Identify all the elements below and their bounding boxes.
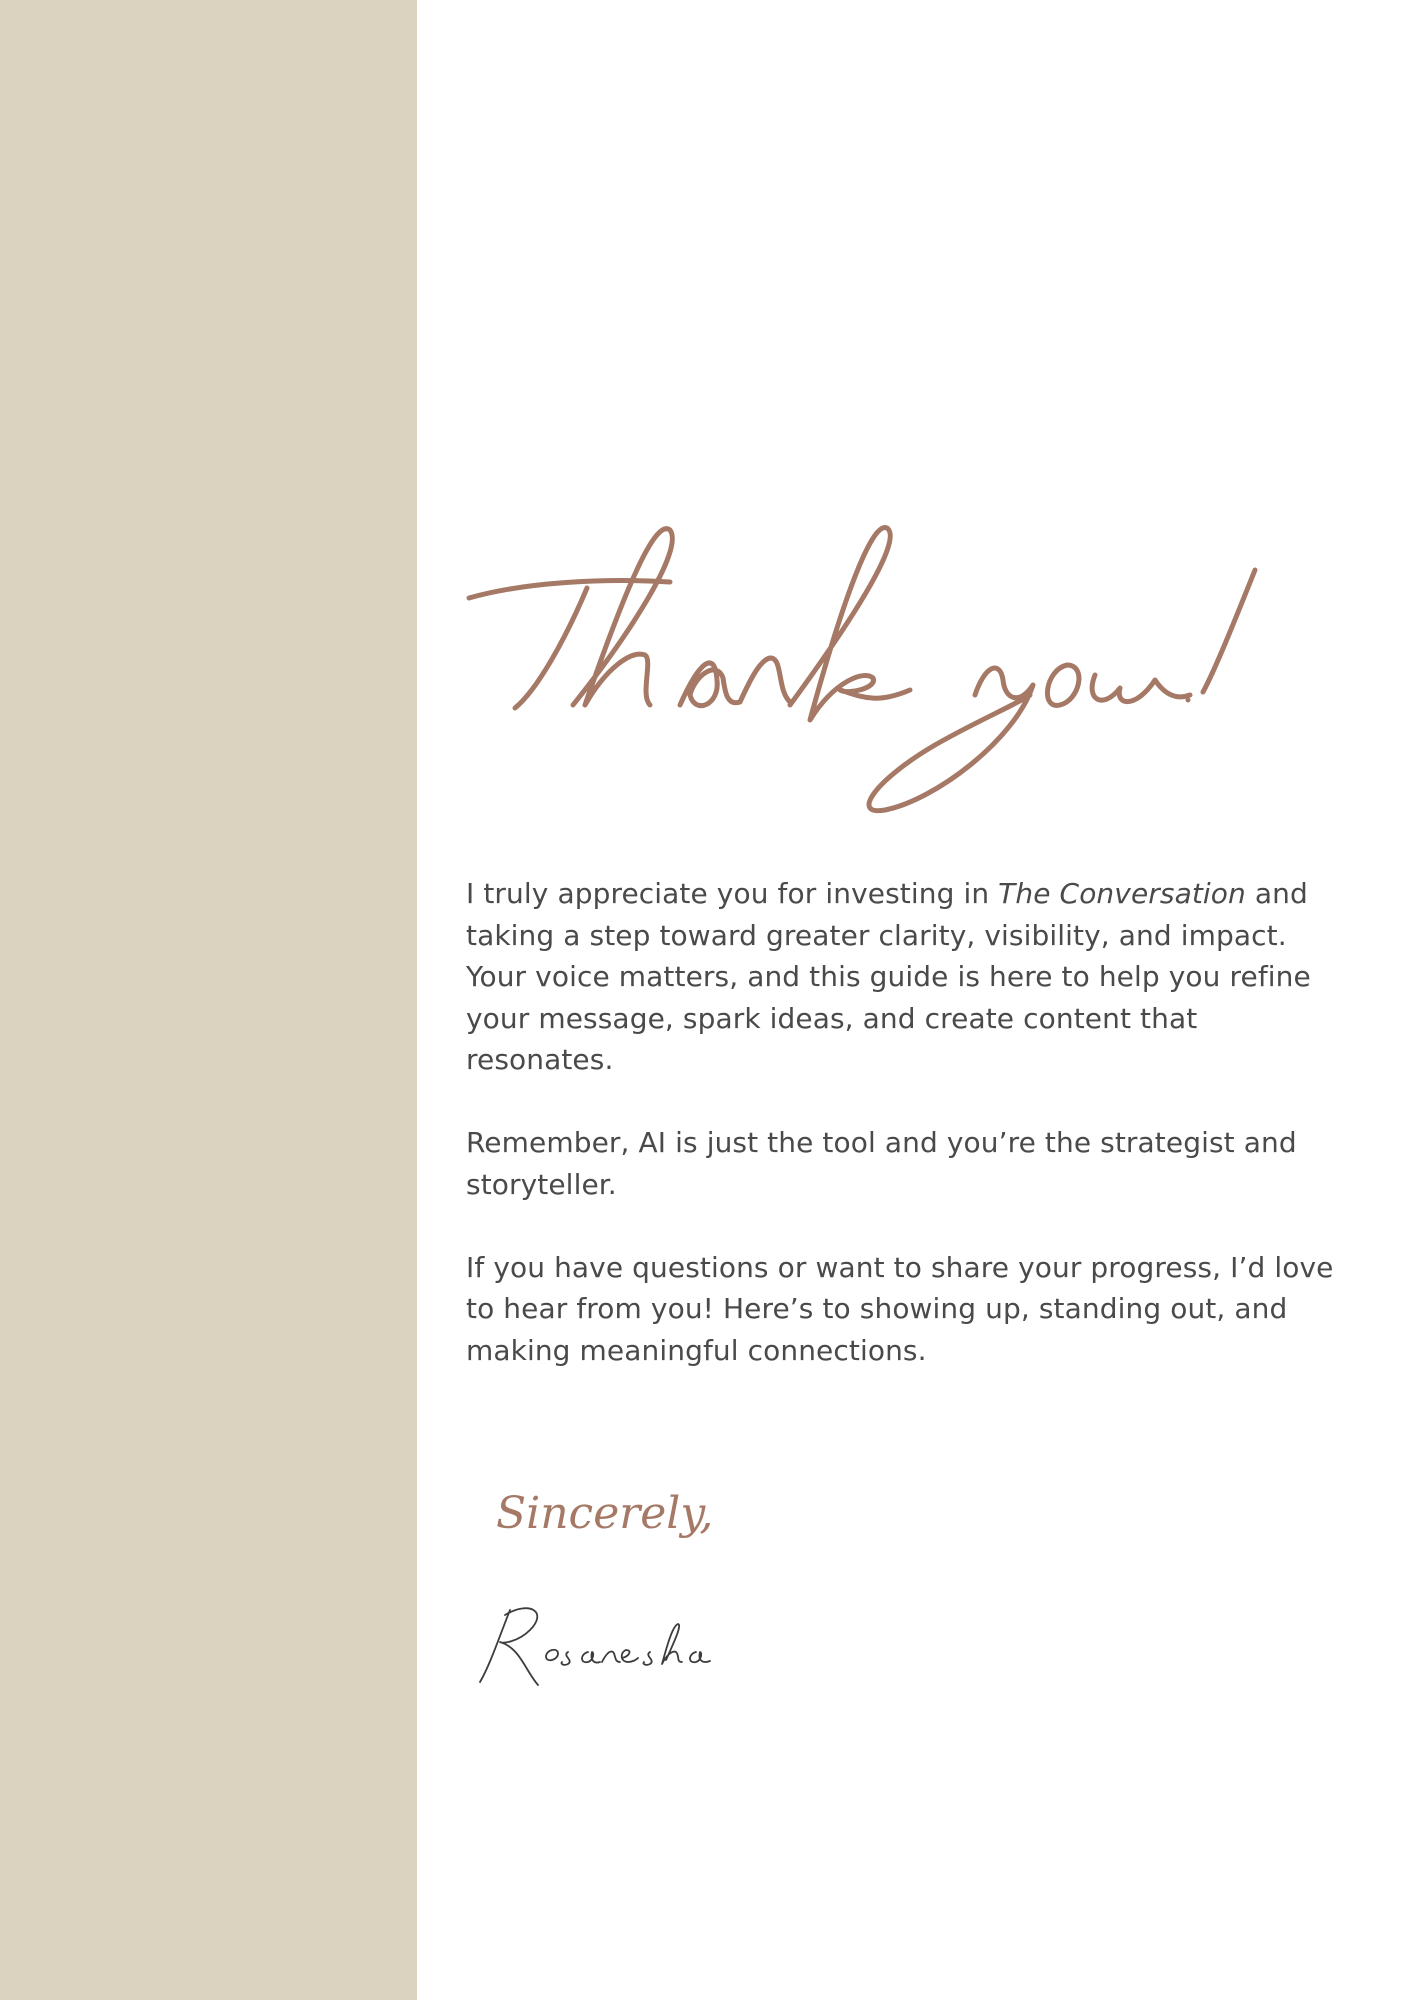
signature — [470, 1590, 730, 1700]
message-paragraph-1 — [466, 873, 1346, 1081]
message-paragraph-3: If you have questions or want to share your progress, I’d love to hear from you! Here’s to showing up, standing out, and making meaningful connections. — [466, 1250, 1334, 1367]
message-paragraph-2: Remember, AI is just the tool and you’re the strategist and storyteller. — [466, 1126, 1297, 1201]
paragraph-1-start: I truly appreciate you for investing in — [466, 877, 999, 910]
side-color-band — [0, 0, 417, 2000]
paragraph-1-end: and taking a step toward greater clarity, visibility, and impact. Your voice matters, and this guide is here to help you refine your message, spark ideas, and create content that resonates. — [466, 877, 1311, 1076]
guide-title: The Conversation — [998, 877, 1246, 910]
closing-salutation: Sincerely, — [496, 1488, 714, 1539]
thank-you-message — [466, 873, 1346, 1413]
thank-you-script-lettering — [455, 510, 1335, 820]
thank-you-heading — [455, 510, 1335, 820]
handwritten-signature — [470, 1590, 730, 1700]
